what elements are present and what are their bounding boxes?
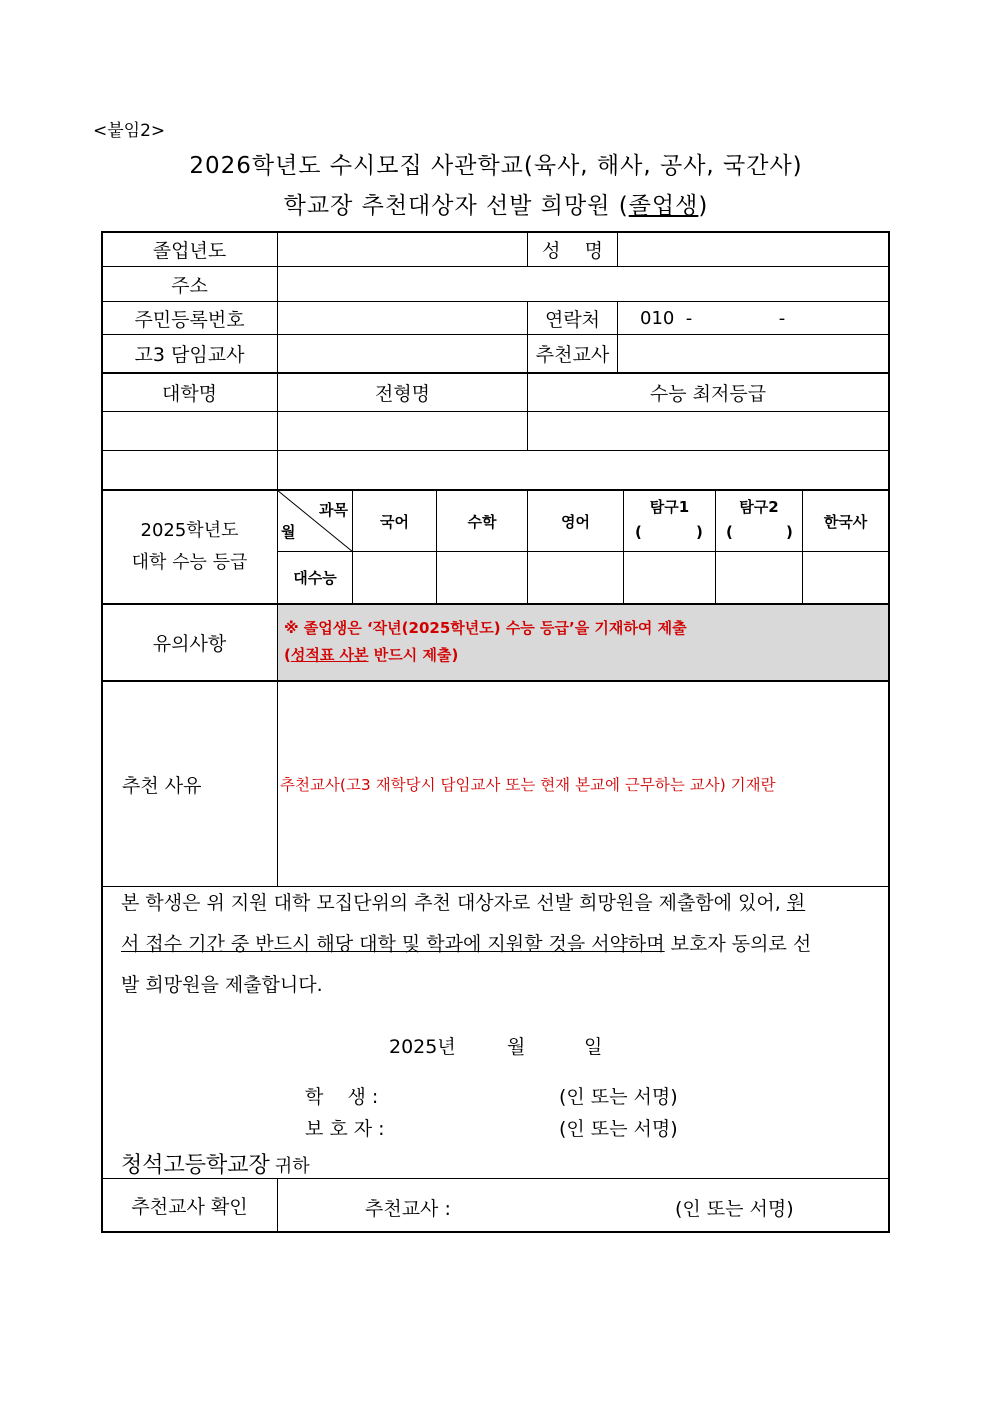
grade-inquiry2-input[interactable] bbox=[716, 552, 802, 603]
subject-inquiry2: 탐구2 bbox=[739, 498, 779, 516]
form-title: 2026학년도 수시모집 사관학교(육사, 해사, 공사, 국간사) bbox=[189, 153, 803, 179]
grade-korean-input[interactable] bbox=[353, 552, 436, 603]
inquiry2-paren-close: ) bbox=[786, 523, 793, 541]
grad-year-input[interactable] bbox=[278, 232, 527, 266]
min-grade-input-1[interactable] bbox=[528, 412, 888, 450]
grade-english-input[interactable] bbox=[528, 552, 623, 603]
admission-type-input-2[interactable] bbox=[278, 451, 527, 489]
pledge-text bbox=[121, 883, 876, 1006]
recipient bbox=[121, 1148, 310, 1179]
student-sign-note[interactable]: (인 또는 서명) bbox=[559, 1086, 678, 1108]
reason-label: 추천 사유 bbox=[122, 774, 202, 797]
honorific: 귀하 bbox=[274, 1156, 310, 1177]
admission-type-input-1[interactable] bbox=[278, 412, 527, 450]
inquiry2-paren-open: ( bbox=[726, 523, 733, 541]
subject-math: 수학 bbox=[467, 512, 497, 531]
notice-text bbox=[284, 615, 687, 669]
address-label: 주소 bbox=[171, 274, 208, 297]
notice-line-1: ※ 졸업생은 ‘작년(2025학년도) 수능 등급’을 기재하여 제출 bbox=[284, 619, 687, 637]
homeroom-teacher-input[interactable] bbox=[278, 335, 527, 372]
inquiry1-paren-open: ( bbox=[635, 523, 642, 541]
csat-label: 대수능 bbox=[293, 569, 337, 587]
pledge-line-2: 서 접수 기간 중 반드시 해당 대학 및 학과에 지원할 것을 서약하며 보호자 동의로 선 bbox=[121, 933, 812, 955]
homeroom-teacher-label: 고3 담임교사 bbox=[134, 344, 245, 366]
admission-type-header: 전형명 bbox=[374, 383, 431, 405]
date-day: 일 bbox=[584, 1036, 603, 1058]
subject-english: 영어 bbox=[561, 512, 590, 531]
grade-history-input[interactable] bbox=[803, 552, 888, 603]
grade-math-input[interactable] bbox=[437, 552, 527, 603]
resident-number-label: 주민등록번호 bbox=[134, 308, 245, 331]
grad-year-label: 졸업년도 bbox=[152, 239, 227, 262]
diagonal-month-label: 월 bbox=[281, 523, 296, 541]
min-grade-header: 수능 최저등급 bbox=[649, 383, 767, 405]
csat-grade-label: 대학 수능 등급 bbox=[131, 552, 248, 573]
contact-dash: - bbox=[778, 307, 786, 329]
date-year: 2025년 bbox=[389, 1036, 456, 1058]
university-input-2[interactable] bbox=[102, 451, 277, 489]
csat-grade-row-label bbox=[102, 491, 277, 603]
pledge-line-1: 본 학생은 위 지원 대학 모집단위의 추천 대상자로 선발 희망원을 제출함에 있어, 원 bbox=[121, 892, 806, 914]
date-month: 월 bbox=[507, 1036, 526, 1058]
grade-inquiry1-input[interactable] bbox=[624, 552, 715, 603]
diagonal-subject-label: 과목 bbox=[319, 501, 348, 519]
min-grade-input-2[interactable] bbox=[528, 451, 888, 489]
university-input-1[interactable] bbox=[102, 412, 277, 450]
name-input[interactable] bbox=[618, 232, 888, 266]
guardian-sign-note[interactable]: (인 또는 서명) bbox=[559, 1118, 678, 1140]
university-header: 대학명 bbox=[161, 383, 218, 405]
teacher-confirm-sign-note[interactable]: (인 또는 서명) bbox=[675, 1198, 794, 1220]
subject-inquiry1: 탐구1 bbox=[649, 498, 690, 516]
subject-korean-history: 한국사 bbox=[823, 512, 868, 531]
csat-year-label: 2025학년도 bbox=[140, 520, 239, 541]
address-input[interactable] bbox=[278, 267, 888, 301]
contact-label: 연락처 bbox=[544, 308, 601, 331]
inquiry1-paren-close: ) bbox=[696, 523, 703, 541]
pledge-line-3: 발 희망원을 제출합니다. bbox=[121, 974, 323, 996]
subject-korean: 국어 bbox=[380, 512, 409, 531]
notice-line-2: (성적표 사본 반드시 제출) bbox=[284, 646, 459, 664]
teacher-confirm-label: 추천교사 확인 bbox=[131, 1195, 248, 1218]
resident-number-input[interactable] bbox=[278, 302, 527, 334]
reason-input[interactable]: 추천교사(고3 재학당시 담임교사 또는 현재 본교에 근무하는 교사) 기재란 bbox=[280, 776, 776, 794]
principal-name: 청석고등학교장 bbox=[121, 1153, 270, 1178]
contact-input[interactable]: 010 - bbox=[640, 307, 693, 329]
recommending-teacher-input[interactable] bbox=[618, 335, 888, 372]
notice-label: 유의사항 bbox=[152, 633, 227, 655]
form-subtitle: 학교장 추천대상자 선발 희망원 (졸업생) bbox=[283, 193, 709, 219]
guardian-sign-label: 보 호 자 : bbox=[305, 1118, 385, 1140]
teacher-confirm-sign-label: 추천교사 : bbox=[365, 1198, 451, 1220]
student-sign-label: 학 생 : bbox=[305, 1086, 379, 1108]
recommending-teacher-label: 추천교사 bbox=[535, 344, 610, 366]
attachment-label: <붙임2> bbox=[93, 121, 166, 141]
name-label: 성 명 bbox=[542, 239, 603, 262]
